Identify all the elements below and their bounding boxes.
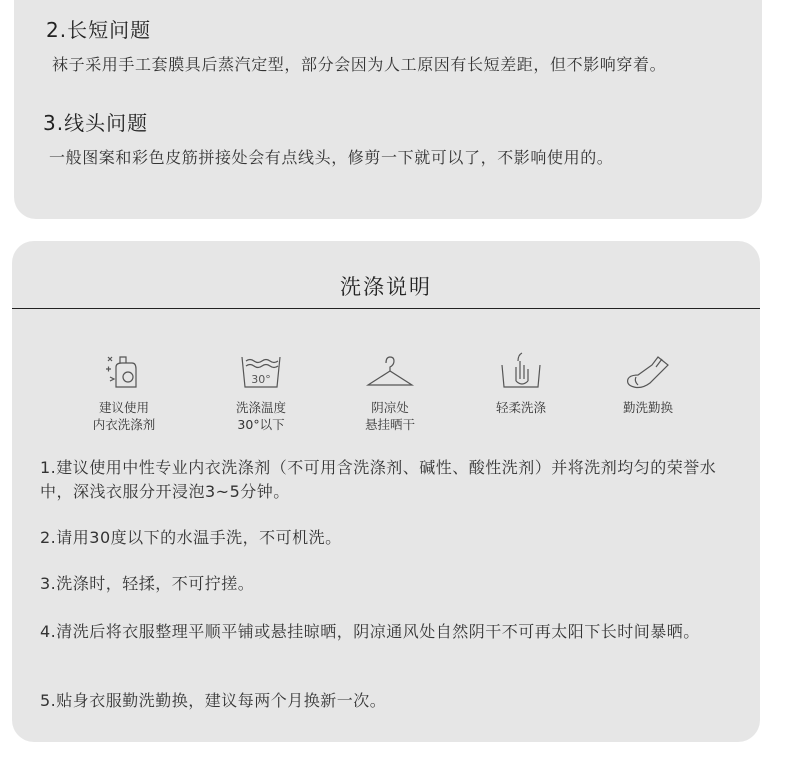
title-divider: [12, 308, 760, 309]
icon-label-detergent-1: 建议使用: [98, 400, 149, 415]
length-issue-title: 2.长短问题: [46, 18, 152, 42]
icon-item-temperature: [206, 351, 316, 433]
icon-label-handwash-1: 轻柔洗涤: [495, 400, 546, 415]
hanger-icon: [364, 351, 416, 393]
detergent-bottle-icon: [102, 351, 146, 393]
icon-label-temperature-1: 洗涤温度: [235, 400, 286, 415]
sock-icon: [622, 351, 674, 393]
icon-item-hanger: [335, 351, 445, 433]
length-issue-text: 袜子采用手工套膜具后蒸汽定型，部分会因为人工原因有长短差距，但不影响穿着。: [52, 55, 667, 74]
hand-wash-icon: [498, 351, 544, 393]
icon-item-sock: [593, 351, 703, 416]
icon-label-hanger-1: 阴凉处: [371, 400, 409, 415]
icon-label-temperature-2: 30°以下: [237, 417, 285, 432]
instruction-4: 4.清洗后将衣服整理平顺平铺或悬挂晾晒，阴凉通风处自然阴干不可再太阳下长时间暴晒。: [40, 622, 700, 641]
icon-item-detergent: [69, 351, 179, 433]
thread-issue-text: 一般图案和彩色皮筋拼接处会有点线头，修剪一下就可以了，不影响使用的。: [49, 148, 614, 167]
icon-label-sock-1: 勤洗勤换: [622, 400, 673, 415]
thread-issue-title: 3.线头问题: [43, 111, 149, 135]
instruction-5: 5.贴身衣服勤洗勤换，建议每两个月换新一次。: [40, 691, 387, 710]
wash-title: 洗涤说明: [340, 275, 432, 299]
wash-instructions-card: [12, 241, 760, 742]
instruction-2: 2.请用30度以下的水温手洗，不可机洗。: [40, 528, 342, 547]
instruction-1: 1.建议使用中性专业内衣洗涤剂（不可用含洗涤剂、碱性、酸性洗剂）并将洗剂均匀的荣誉水中，深浅衣服分开浸泡3~5分钟。: [40, 458, 717, 501]
instruction-3: 3.洗涤时，轻揉，不可拧搓。: [40, 574, 255, 593]
wash-30-degree-icon: [238, 351, 284, 393]
icon-item-handwash: [466, 351, 576, 416]
faq-card: [14, 0, 762, 219]
wash-temperature-badge: 30°: [251, 373, 271, 386]
icon-label-detergent-2: 内衣洗涤剂: [92, 417, 156, 432]
icon-label-hanger-2: 悬挂晒干: [364, 417, 415, 432]
